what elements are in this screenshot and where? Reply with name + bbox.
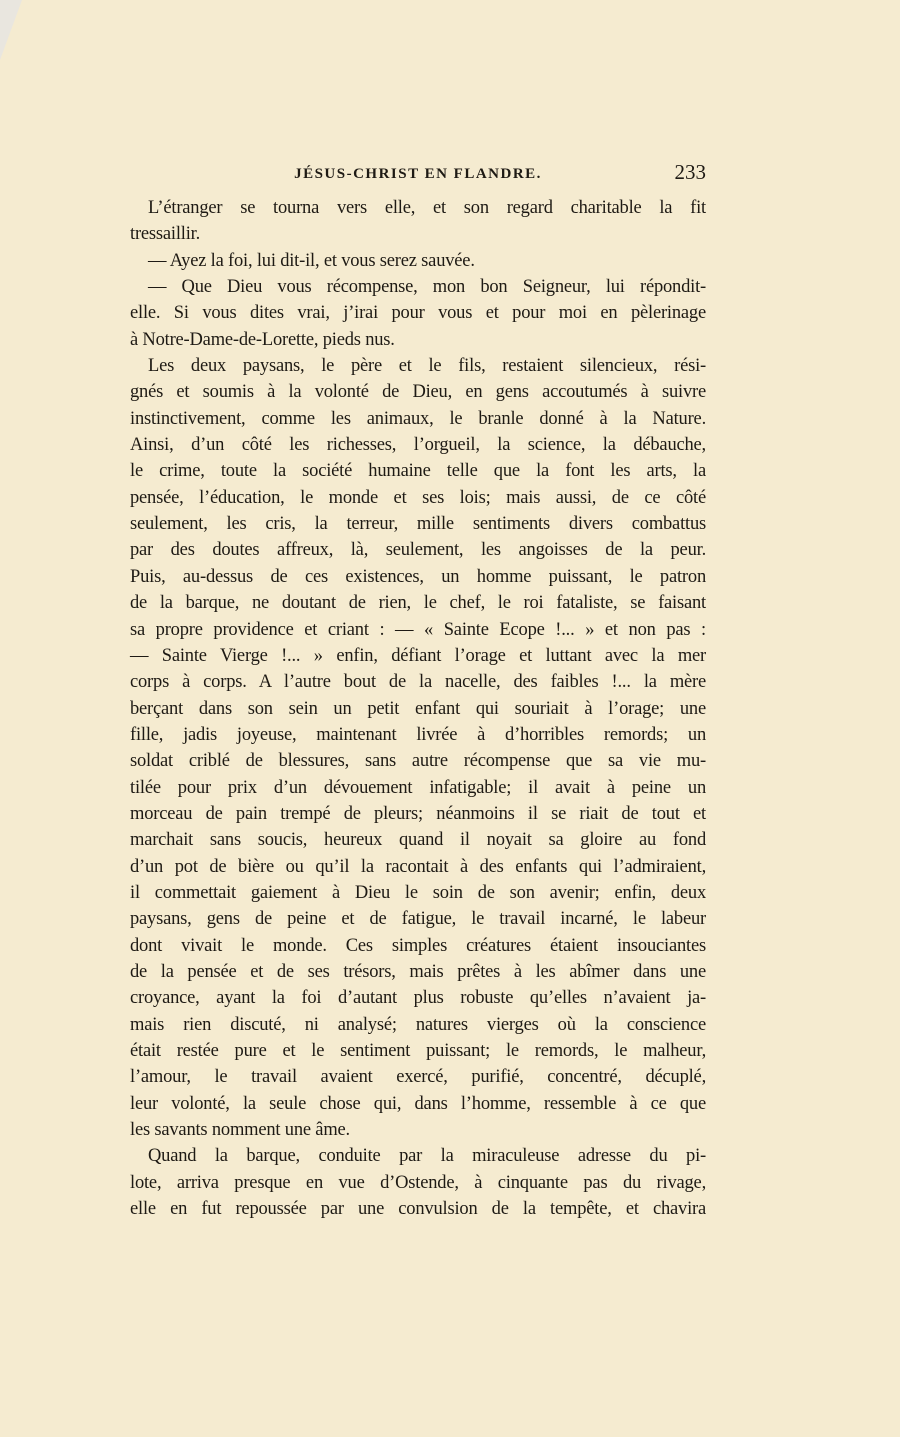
text-line: croyance, ayant la foi d’autant plus robuste qu’elles n’avaient ja-: [130, 988, 706, 1009]
text-line: tilée pour prix d’un dévouement infatigable; il avait à peine un: [130, 777, 706, 798]
page-header: [130, 160, 706, 190]
text-line: par des doutes affreux, là, seulement, les angoisses de la peur.: [130, 540, 706, 561]
text-line: il commettait gaiement à Dieu le soin de son avenir; enfin, deux: [130, 882, 706, 903]
text-line: dont vivait le monde. Ces simples créatures étaient insouciantes: [130, 935, 706, 956]
text-line: marchait sans soucis, heureux quand il noyait sa gloire au fond: [130, 830, 706, 851]
text-line: paysans, gens de peine et de fatigue, le travail incarné, le labeur: [130, 909, 706, 930]
body-text: [130, 195, 706, 1222]
page-number: 233: [674, 160, 706, 184]
text-line: berçant dans son sein un petit enfant qui souriait à l’orage; une: [130, 698, 706, 719]
text-line: gnés et soumis à la volonté de Dieu, en gens accoutumés à suivre: [130, 382, 706, 403]
text-line: tressaillir.: [130, 224, 201, 245]
text-line: L’étranger se tourna vers elle, et son regard charitable la fit: [148, 198, 706, 218]
text-line: les savants nomment une âme.: [130, 1120, 350, 1141]
text-line: soldat criblé de blessures, sans autre récompense que sa vie mu-: [130, 751, 706, 772]
text-line: à Notre-Dame-de-Lorette, pieds nus.: [130, 329, 395, 350]
running-title: JÉSUS-CHRIST EN FLANDRE.: [294, 166, 542, 182]
text-line: — Sainte Vierge !... » enfin, défiant l’orage et luttant avec la mer: [130, 645, 706, 666]
text-line: sa propre providence et criant : — « Sainte Ecope !... » et non pas :: [130, 619, 706, 640]
text-line: l’amour, le travail avaient exercé, purifié, concentré, décuplé,: [130, 1067, 706, 1088]
text-line: Quand la barque, conduite par la miraculeuse adresse du pi-: [148, 1146, 706, 1167]
text-line: d’un pot de bière ou qu’il la racontait à des enfants qui l’admiraient,: [130, 856, 706, 877]
torn-page-corner: [0, 0, 22, 60]
text-line: Puis, au-dessus de ces existences, un homme puissant, le patron: [130, 566, 706, 587]
text-line: morceau de pain trempé de pleurs; néanmoins il se riait de tout et: [130, 803, 706, 824]
text-line: corps à corps. A l’autre bout de la nacelle, des faibles !... la mère: [130, 672, 706, 693]
text-line: fille, jadis joyeuse, maintenant livrée à d’horribles remords; un: [130, 724, 706, 745]
text-line: instinctivement, comme les animaux, le branle donné à la Nature.: [130, 408, 706, 429]
text-line: Les deux paysans, le père et le fils, restaient silencieux, rési-: [148, 356, 706, 377]
text-line: de la barque, ne doutant de rien, le chef, le roi fataliste, se faisant: [130, 593, 706, 614]
text-line: était restée pure et le sentiment puissant; le remords, le malheur,: [130, 1041, 706, 1061]
text-line: mais rien discuté, ni analysé; natures vierges où la conscience: [130, 1014, 706, 1035]
text-line: seulement, les cris, la terreur, mille sentiments divers combattus: [130, 514, 706, 535]
text-line: lote, arriva presque en vue d’Ostende, à cinquante pas du rivage,: [130, 1172, 706, 1193]
text-line: — Ayez la foi, lui dit-il, et vous serez sauvée.: [148, 250, 475, 271]
text-line: elle en fut repoussée par une convulsion de la tempête, et chavira: [130, 1199, 706, 1220]
text-line: de la pensée et de ses trésors, mais prêtes à les abîmer dans une: [130, 961, 706, 982]
text-line: le crime, toute la société humaine telle que la font les arts, la: [130, 461, 706, 482]
text-line: pensée, l’éducation, le monde et ses lois; mais aussi, de ce côté: [130, 487, 706, 508]
text-line: Ainsi, d’un côté les richesses, l’orgueil, la science, la débauche,: [130, 435, 706, 456]
text-line: — Que Dieu vous récompense, mon bon Seigneur, lui répondit-: [148, 277, 706, 298]
text-line: leur volonté, la seule chose qui, dans l’homme, ressemble à ce que: [130, 1093, 706, 1114]
text-line: elle. Si vous dites vrai, j’irai pour vous et pour moi en pèlerinage: [130, 303, 706, 324]
